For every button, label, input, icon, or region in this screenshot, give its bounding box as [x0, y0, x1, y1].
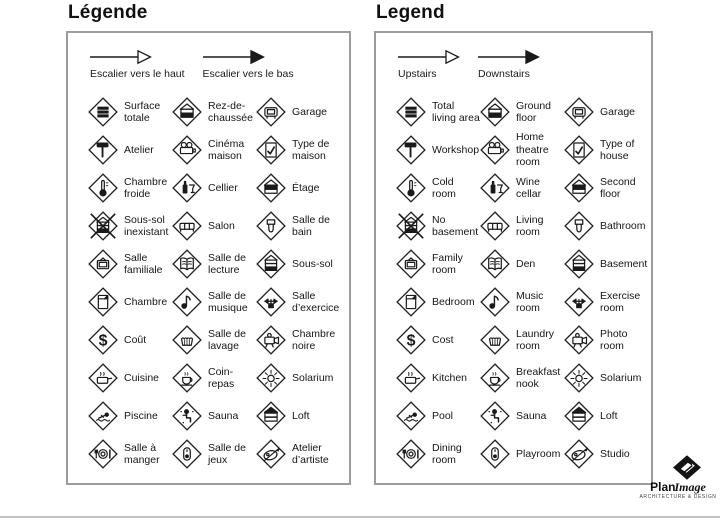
wine-icon	[480, 173, 510, 203]
pot-icon	[88, 363, 118, 393]
legend-item	[564, 249, 647, 279]
legend-item	[480, 325, 564, 355]
legend-item	[480, 173, 564, 203]
legend-item-label: Playroom	[516, 447, 561, 460]
camera-icon	[564, 325, 594, 355]
legend-item	[256, 401, 343, 431]
planimage-logo	[641, 455, 715, 500]
legend-item-label: Salle de lavage	[208, 327, 246, 352]
legend-item-label: Atelier	[124, 143, 154, 156]
levels-loft-icon	[564, 401, 594, 431]
legend-item-label: Salle de musique	[208, 289, 248, 314]
legend-item	[88, 287, 172, 317]
legend-item-label: Salle familiale	[124, 251, 163, 276]
thermometer-icon	[396, 173, 426, 203]
legend-item	[396, 249, 480, 279]
sun-icon	[564, 363, 594, 393]
legend-item	[172, 287, 256, 317]
legend-item-label: Loft	[292, 409, 310, 422]
legend-item	[396, 363, 480, 393]
legend-item-label: Étage	[292, 181, 320, 194]
legend-item-label: Exercise room	[600, 289, 641, 314]
legend-item-label: No basement	[432, 213, 479, 238]
house-check-icon	[564, 135, 594, 165]
levels-basement-icon	[564, 249, 594, 279]
legend-item-label: Kitchen	[432, 371, 468, 384]
legend-item-label: Bathroom	[600, 219, 646, 232]
camera-icon	[256, 325, 286, 355]
legend-item-label: Sauna	[516, 409, 547, 422]
legend-item-label: Solarium	[292, 371, 334, 384]
pool-icon	[88, 401, 118, 431]
legend-item-label: Sauna	[208, 409, 239, 422]
legend-item	[88, 211, 172, 241]
palette-icon	[256, 439, 286, 469]
legend-item	[172, 173, 256, 203]
legend-item-label: Cinéma maison	[208, 137, 245, 162]
legend-item	[396, 401, 480, 431]
dollar-icon	[88, 325, 118, 355]
legend-grid-english	[396, 93, 648, 473]
legend-item-label: Garage	[600, 105, 636, 118]
legend-item-label: Salle à manger	[124, 441, 160, 466]
pot-icon	[396, 363, 426, 393]
panel-title-english: Legend	[376, 2, 445, 23]
arrow-solid-head-icon	[203, 45, 294, 65]
hammer-icon	[396, 135, 426, 165]
legend-item-label: Ground floor	[516, 99, 552, 124]
legend-item	[564, 287, 647, 317]
dumbbell-icon	[256, 287, 286, 317]
legend-item	[172, 401, 256, 431]
legend-item-label: Chambre froide	[124, 175, 168, 200]
legend-item-label: Den	[516, 257, 536, 270]
stairs-arrow-group	[398, 45, 460, 91]
legend-item	[564, 173, 647, 203]
legend-item-label: Basement	[600, 257, 648, 270]
legend-item	[480, 401, 564, 431]
legend-item-label: Salle d’exercice	[292, 289, 340, 314]
legend-item	[88, 439, 172, 469]
legend-item	[88, 401, 172, 431]
toilet-icon	[256, 211, 286, 241]
legend-item	[396, 173, 480, 203]
legend-item	[480, 363, 564, 393]
sofa-icon	[480, 211, 510, 241]
levels-loft-icon	[256, 401, 286, 431]
legend-item	[564, 211, 647, 241]
legend-item-label: Coin-repas	[208, 365, 235, 390]
levels-ground-icon	[480, 97, 510, 127]
stairs-arrows-french	[90, 45, 343, 91]
legend-item-label: Salle de bain	[292, 213, 330, 238]
legend-item-label: Chambre	[124, 295, 168, 308]
tv-icon	[88, 249, 118, 279]
legend-item	[256, 135, 343, 165]
game-icon	[172, 439, 202, 469]
stairs-arrow-group	[203, 45, 294, 91]
legend-item-label: Cost	[432, 333, 454, 346]
legend-item	[396, 97, 480, 127]
legend-item-label: Workshop	[432, 143, 480, 156]
legend-item-label: Photo room	[600, 327, 628, 352]
arrow-open-head-icon	[90, 45, 185, 65]
legend-item	[564, 135, 647, 165]
legend-item	[564, 439, 647, 469]
levels-second-icon	[564, 173, 594, 203]
arrow-solid-head-icon	[478, 45, 540, 65]
legend-item-label: Piscine	[124, 409, 158, 422]
legend-box-french	[66, 31, 351, 485]
legend-item-label: Wine cellar	[516, 175, 542, 200]
sun-icon	[256, 363, 286, 393]
legend-item	[256, 363, 343, 393]
bed-icon	[396, 287, 426, 317]
legend-item-label: Garage	[292, 105, 328, 118]
legend-item	[480, 439, 564, 469]
legend-item-label: Music room	[516, 289, 544, 314]
panel-french	[66, 2, 351, 485]
stairs-arrow-label: Downstairs	[478, 68, 530, 80]
legend-item-label: Salle de jeux	[208, 441, 246, 466]
legend-item	[256, 325, 343, 355]
legend-item-label: Chambre noire	[292, 327, 336, 352]
legend-item	[480, 211, 564, 241]
legend-item	[88, 363, 172, 393]
game-icon	[480, 439, 510, 469]
legend-item	[88, 135, 172, 165]
legend-item	[480, 131, 564, 169]
cup-icon	[172, 363, 202, 393]
legend-item	[256, 211, 343, 241]
logo-word-image: Image	[674, 480, 706, 494]
legend-item	[480, 249, 564, 279]
legend-item	[172, 249, 256, 279]
legend-item-label: Type of house	[600, 137, 635, 162]
legend-grid-french	[88, 93, 343, 473]
legend-item-label: Cellier	[208, 181, 238, 194]
levels-basement-icon	[256, 249, 286, 279]
legend-item-label: Rez-de-chaussée	[208, 99, 253, 124]
toilet-icon	[564, 211, 594, 241]
legend-item-label: Sous-sol inexistant	[124, 213, 169, 238]
legend-item-label: Coût	[124, 333, 147, 346]
legend-item	[396, 287, 480, 317]
legend-item	[172, 363, 256, 393]
legend-item	[396, 135, 480, 165]
legend-item-label: Solarium	[600, 371, 642, 384]
levels-ground-icon	[172, 97, 202, 127]
legend-item-label: Salle de lecture	[208, 251, 246, 276]
stairs-arrow-group	[478, 45, 540, 91]
dollar-icon	[396, 325, 426, 355]
levels-all-icon	[396, 97, 426, 127]
legend-item	[172, 135, 256, 165]
legend-item-label: Surface totale	[124, 99, 161, 124]
legend-item-label: Living room	[516, 213, 544, 238]
legend-item	[480, 287, 564, 317]
stairs-arrow-label: Escalier vers le bas	[202, 68, 294, 80]
legend-item-label: Cold room	[432, 175, 456, 200]
legend-box-english	[374, 31, 653, 485]
projector-icon	[172, 135, 202, 165]
legend-item	[256, 439, 343, 469]
book-icon	[172, 249, 202, 279]
laundry-icon	[172, 325, 202, 355]
legend-item-label: Studio	[600, 447, 630, 460]
hammer-icon	[88, 135, 118, 165]
logo-tagline: ARCHITECTURE & DESIGN	[639, 494, 717, 500]
stairs-arrows-english	[398, 45, 645, 91]
pool-icon	[396, 401, 426, 431]
sauna-icon	[480, 401, 510, 431]
legend-item	[88, 249, 172, 279]
palette-icon	[564, 439, 594, 469]
legend-item-label: Pool	[432, 409, 454, 422]
music-icon	[480, 287, 510, 317]
page-bottom-edge	[0, 516, 720, 518]
dining-icon	[88, 439, 118, 469]
legend-item	[256, 173, 343, 203]
bed-icon	[88, 287, 118, 317]
no-basement-icon	[396, 211, 426, 241]
legend-item-label: Salon	[208, 219, 235, 232]
legend-item-label: Second floor	[600, 175, 636, 200]
logo-word-plan: Plan	[650, 480, 676, 494]
legend-item-label: Atelier d’artiste	[292, 441, 329, 466]
legend-item	[396, 325, 480, 355]
tv-icon	[396, 249, 426, 279]
wine-icon	[172, 173, 202, 203]
stairs-arrow-group	[90, 45, 185, 91]
panel-english	[374, 2, 653, 485]
music-icon	[172, 287, 202, 317]
legend-item-label: Bedroom	[432, 295, 475, 308]
legend-item	[564, 97, 647, 127]
sauna-icon	[172, 401, 202, 431]
legend-item	[172, 97, 256, 127]
levels-all-icon	[88, 97, 118, 127]
legend-item	[256, 287, 343, 317]
levels-second-icon	[256, 173, 286, 203]
legend-item-label: Laundry room	[516, 327, 554, 352]
legend-item-label: Home theatre room	[516, 131, 549, 169]
legend-item	[172, 211, 256, 241]
legend-item	[564, 401, 647, 431]
car-icon	[256, 97, 286, 127]
legend-item	[564, 363, 647, 393]
legend-item-label: Family room	[432, 251, 463, 276]
legend-item	[88, 325, 172, 355]
car-icon	[564, 97, 594, 127]
stairs-arrow-label: Upstairs	[398, 68, 437, 80]
legend-item-label: Breakfast nook	[516, 365, 561, 390]
legend-item	[396, 439, 480, 469]
book-icon	[480, 249, 510, 279]
dining-icon	[396, 439, 426, 469]
sofa-icon	[172, 211, 202, 241]
no-basement-icon	[88, 211, 118, 241]
thermometer-icon	[88, 173, 118, 203]
house-check-icon	[256, 135, 286, 165]
svg-text:$: $	[406, 332, 416, 350]
projector-icon	[480, 135, 510, 165]
planimage-logo-text	[650, 481, 706, 493]
legend-item	[480, 97, 564, 127]
legend-item	[88, 97, 172, 127]
legend-item	[88, 173, 172, 203]
arrow-open-head-icon	[398, 45, 460, 65]
svg-text:$: $	[98, 332, 108, 350]
legend-item-label: Total living area	[432, 99, 480, 124]
legend-item-label: Loft	[600, 409, 618, 422]
legend-item-label: Type de maison	[292, 137, 330, 162]
legend-item	[396, 211, 480, 241]
panel-title-french: Légende	[68, 2, 148, 23]
legend-item	[172, 439, 256, 469]
legend-item-label: Dining room	[432, 441, 462, 466]
legend-item	[256, 249, 343, 279]
legend-item	[256, 97, 343, 127]
dumbbell-icon	[564, 287, 594, 317]
legend-item	[172, 325, 256, 355]
cup-icon	[480, 363, 510, 393]
planimage-logo-icon	[673, 455, 701, 480]
legend-item	[564, 325, 647, 355]
stairs-arrow-label: Escalier vers le haut	[90, 68, 185, 80]
legend-item-label: Cuisine	[124, 371, 160, 384]
legend-item-label: Sous-sol	[292, 257, 333, 270]
laundry-icon	[480, 325, 510, 355]
